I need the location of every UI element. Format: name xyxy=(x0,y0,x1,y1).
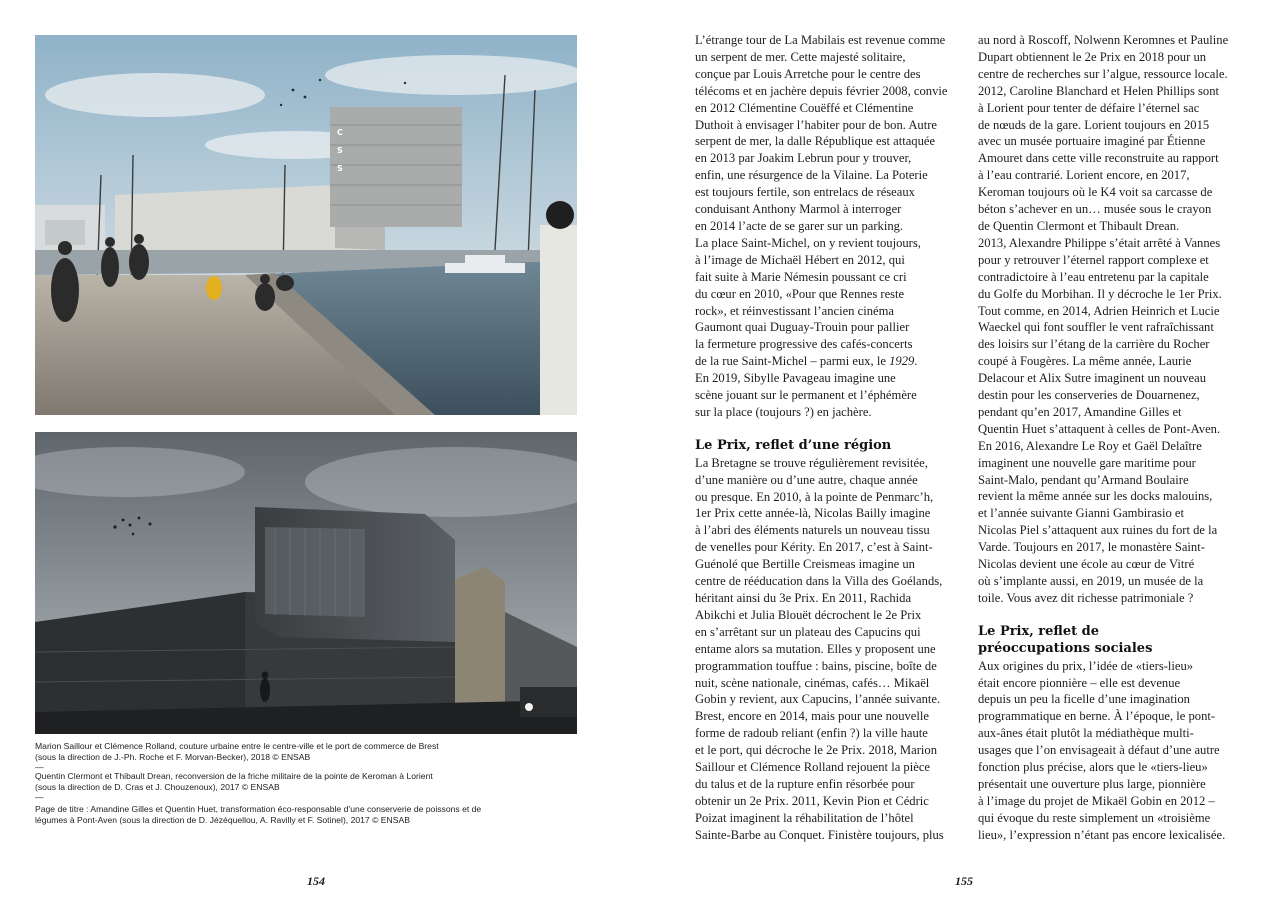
text-line xyxy=(695,556,965,573)
text-line-content: Aux origines du prix, l’idée de «tiers-lieu» xyxy=(978,658,1194,673)
text-line xyxy=(695,472,965,489)
text-line-content: pour y retrouver l’éternel rapport complexe et xyxy=(978,252,1209,267)
text-line-content: de venelles pour Kérity. En 2017, c’est à Saint- xyxy=(695,540,933,555)
building-letter-3: S xyxy=(337,164,343,173)
text-line xyxy=(695,133,965,150)
text-line-content: à l’eau contrarié. Lorient encore, en 2017, xyxy=(978,168,1190,183)
caption-line: Quentin Clermont et Thibault Drean, reconversion de la friche militaire de la pointe de Keroman à Lorient xyxy=(35,771,433,781)
text-line-content: L’étrange tour de La Mabilais est revenue comme xyxy=(695,33,946,47)
text-line-content: obtenir un 2e Prix. 2011, Kevin Pion et Cédric xyxy=(695,793,929,808)
text-line-content: du Golfe du Morbihan. Il y décroche le 1er Prix. xyxy=(978,286,1222,301)
text-line xyxy=(695,303,965,320)
text-line-content: à l’abri des éléments naturels un nouveau tissu xyxy=(695,523,930,538)
text-line xyxy=(978,353,1248,370)
text-line xyxy=(695,167,965,184)
text-line-content: un serpent de mer. Cette majesté solitaire, xyxy=(695,49,906,64)
text-line-content: du cœur en 2010, «Pour que Rennes reste xyxy=(695,286,905,301)
text-line-content: centre de recherches sur l’algue, ressource locale. xyxy=(978,66,1228,81)
text-line-content: avec un musée portuaire imaginé par Étienne xyxy=(978,134,1206,149)
text-line xyxy=(978,725,1248,742)
text-line xyxy=(695,708,965,725)
text-line-content: lieu», l’expression n’étant pas encore lexicalisée. xyxy=(978,827,1226,842)
text-line xyxy=(978,32,1248,49)
text-line xyxy=(695,658,965,675)
text-line-content: Saint-Malo, pendant qu’Armand Boulaire xyxy=(978,472,1189,487)
text-column-1 xyxy=(695,32,965,844)
text-line-content: coupé à Fougères. La même année, Laurie xyxy=(978,354,1192,369)
text-line-content: programmatique en berne. À l’époque, le pont- xyxy=(978,709,1216,724)
text-line-content: en 2012 Clémentine Couëffé et Clémentine xyxy=(695,100,914,115)
text-line xyxy=(695,370,965,387)
text-line xyxy=(978,286,1248,303)
text-line xyxy=(978,590,1248,607)
photo-brest-svg xyxy=(35,35,577,415)
text-line xyxy=(978,303,1248,320)
text-line xyxy=(978,100,1248,117)
caption-line: Page de titre : Amandine Gilles et Quentin Huet, transformation éco-responsable d’une conserverie de poissons et de xyxy=(35,804,482,814)
text-line xyxy=(978,455,1248,472)
text-line-content: sur la place (toujours ?) en jachère. xyxy=(695,404,872,419)
text-line xyxy=(695,641,965,658)
caption-separator: — xyxy=(35,762,44,772)
text-line xyxy=(978,421,1248,438)
captions-block xyxy=(35,741,595,826)
text-line xyxy=(978,472,1248,489)
caption-title-page xyxy=(35,804,595,826)
text-line xyxy=(695,691,965,708)
text-line-content: rock», et réinvestissant l’ancien cinéma xyxy=(695,303,894,318)
text-line-content: Keroman toujours où le K4 voit sa carcasse de xyxy=(978,185,1213,200)
text-line xyxy=(978,49,1248,66)
text-line-content: imaginent une nouvelle gare maritime pour xyxy=(978,455,1196,470)
text-line-content: Delacour et Alix Sutre imaginent un nouveau xyxy=(978,371,1207,386)
text-line xyxy=(695,32,965,49)
text-line-content: Abikchi et Julia Blouët décrochent le 2e Prix xyxy=(695,607,922,622)
text-line xyxy=(695,201,965,218)
text-line xyxy=(695,725,965,742)
text-line xyxy=(695,336,965,353)
text-line xyxy=(978,269,1248,286)
text-line-content: à Lorient pour tenter de défaire l’éternel sac xyxy=(978,100,1200,115)
section-heading-social: préoccupations sociales xyxy=(978,640,1153,656)
text-line xyxy=(695,624,965,641)
text-line xyxy=(695,353,965,370)
text-line xyxy=(978,556,1248,573)
text-line-content: au nord à Roscoff, Nolwenn Keromnes et Pauline xyxy=(978,33,1229,47)
text-line xyxy=(695,675,965,692)
text-line xyxy=(978,488,1248,505)
text-line xyxy=(695,539,965,556)
text-line xyxy=(695,489,965,506)
text-line-content: était encore pionnière – elle est devenue xyxy=(978,675,1181,690)
text-line-content: Gaumont quai Duguay-Trouin pour pallier xyxy=(695,320,910,335)
text-line-content: fait suite à Marie Némesin poussant ce cri xyxy=(695,269,907,284)
photo-keroman-svg xyxy=(35,432,577,734)
text-line xyxy=(695,522,965,539)
text-line xyxy=(695,319,965,336)
text-line-content: scène jouant sur le permanent et l’éphémère xyxy=(695,388,917,403)
caption-line: légumes à Pont-Aven (sous la direction de D. Jézéquellou, A. Ravilly et F. Sotinel), 2017 © ENSAB xyxy=(35,815,410,825)
text-line xyxy=(978,658,1248,675)
text-line-content: aux-ânes était plutôt la médiathèque multi- xyxy=(978,726,1194,741)
text-line xyxy=(978,117,1248,134)
text-line xyxy=(695,793,965,810)
text-line-content: Saillour et Clémence Rolland rejouent la pièce xyxy=(695,760,931,775)
caption-separator: — xyxy=(35,792,44,802)
text-line-content: forme de radoub reliant (enfin ?) la ville haute xyxy=(695,726,928,741)
text-line xyxy=(978,793,1248,810)
text-line xyxy=(695,455,965,472)
text-line-content: en 2013 par Joakim Lebrun pour y trouver, xyxy=(695,151,912,166)
text-line-content: où s’implante aussi, en 2019, un musée de la xyxy=(978,574,1204,588)
text-line xyxy=(978,505,1248,522)
text-line-content: destin pour les conserveries de Douarnenez, xyxy=(978,388,1200,403)
text-line-content: Brest, encore en 2014, mais pour une nouvelle xyxy=(695,709,929,724)
text-line-content: Guénolé que Bertille Creismeas imagine un xyxy=(695,557,915,572)
text-line-content: Quentin Huet s’attaquent à celles de Pont-Aven. xyxy=(978,421,1221,436)
caption-line: Marion Saillour et Clémence Rolland, couture urbaine entre le centre-ville et le port de commerce de Brest xyxy=(35,741,439,751)
text-line xyxy=(695,573,965,590)
text-line-content: Sainte-Barbe au Conquet. Finistère toujours, plus xyxy=(695,827,944,842)
text-line-content: Tout comme, en 2014, Adrien Heinrich et Lucie xyxy=(978,303,1220,318)
caption-line: (sous la direction de J.-Ph. Roche et F. Morvan-Becker), 2018 © ENSAB xyxy=(35,752,311,762)
text-line xyxy=(978,370,1248,387)
text-line xyxy=(978,522,1248,539)
text-line-content: de la rue Saint-Michel – parmi eux, le xyxy=(695,354,890,369)
text-line-content: Waeckel qui font souffler le vent rafraîchissant xyxy=(978,320,1214,335)
text-line-content: nuit, scène nationale, cinémas, cafés… Mikaël xyxy=(695,675,930,690)
text-line-content: pendant qu’en 2017, Amandine Gilles et xyxy=(978,404,1182,419)
text-line xyxy=(978,150,1248,167)
text-line xyxy=(978,66,1248,83)
building-letter-1: C xyxy=(337,128,343,137)
text-line-content: héritant ainsi du 3e Prix. En 2011, Rachida xyxy=(695,591,912,605)
text-line-content: Duthoit à envisager l’habiter pour de bon. Autre xyxy=(695,117,938,132)
text-line xyxy=(978,218,1248,235)
text-line xyxy=(978,235,1248,252)
caption-brest xyxy=(35,741,595,763)
text-line xyxy=(695,252,965,269)
text-line xyxy=(978,675,1248,692)
section-heading-social: Le Prix, reflet de xyxy=(978,623,1100,639)
text-line-content: conçue par Louis Arretche pour le centre des xyxy=(695,66,921,81)
text-line-content: Varde. Toujours en 2017, le monastère Saint- xyxy=(978,540,1205,555)
text-line-content: présentait une ouverture plus large, pionnière xyxy=(978,776,1206,791)
text-line xyxy=(978,201,1248,218)
text-line xyxy=(695,810,965,827)
text-line xyxy=(695,269,965,286)
text-line-content: contradictoire à l’eau entretenu par la capitale xyxy=(978,269,1209,284)
text-line-content: 2013, Alexandre Philippe s’était arrêté à Vannes xyxy=(978,235,1221,250)
building-letter-2: S xyxy=(337,146,343,155)
text-line xyxy=(695,759,965,776)
text-line-content: 1er Prix cette année-là, Nicolas Bailly imagine xyxy=(695,506,931,521)
text-line xyxy=(978,438,1248,455)
text-line-content: depuis un peu la ficelle d’une imagination xyxy=(978,692,1190,707)
text-line-content: Nicolas devient une école au cœur de Vitré xyxy=(978,557,1195,572)
text-line-content: Poizat imaginent la réhabilitation de l’hôtel xyxy=(695,810,914,825)
text-line xyxy=(978,319,1248,336)
text-line-content: d’une manière ou d’une autre, chaque année xyxy=(695,472,918,487)
text-line-content: fonction plus précise, alors que le «tiers-lieu» xyxy=(978,760,1208,775)
text-line xyxy=(695,66,965,83)
text-line-content: centre de rééducation dans la Villa des Goélands, xyxy=(695,574,943,589)
text-line xyxy=(978,810,1248,827)
text-line-content: entame alors sa mutation. Elles y proposent une xyxy=(695,641,936,656)
text-line xyxy=(695,100,965,117)
text-line-content: et le port, qui décroche le 2e Prix. 2018, Marion xyxy=(695,743,938,758)
page-number-left: 154 xyxy=(307,874,325,888)
text-line-content: Gobin y revient, aux Capucins, l’année suivante. xyxy=(695,692,941,707)
text-line-content: à l’image du projet de Mikaël Gobin en 2012 – xyxy=(978,793,1215,808)
text-line xyxy=(978,404,1248,421)
text-line-content: usages que l’on envisageait à défaut d’une autre xyxy=(978,743,1220,758)
caption-line: (sous la direction de D. Cras et J. Chouzenoux), 2017 © ENSAB xyxy=(35,782,280,792)
text-line xyxy=(695,387,965,404)
text-line-content: En 2019, Sibylle Pavageau imagine une xyxy=(695,371,896,386)
text-line xyxy=(695,505,965,522)
text-line xyxy=(695,590,965,607)
text-line xyxy=(978,167,1248,184)
text-line xyxy=(978,776,1248,793)
text-line xyxy=(978,573,1248,590)
text-line-content: La Bretagne se trouve régulièrement revisitée, xyxy=(695,455,928,470)
text-line-content: de nœuds de la gare. Lorient toujours en 2015 xyxy=(978,117,1210,132)
text-line xyxy=(978,827,1248,844)
text-line xyxy=(978,759,1248,776)
text-line xyxy=(695,286,965,303)
italic-title: 1929 xyxy=(889,354,915,369)
text-line xyxy=(695,117,965,134)
text-line xyxy=(978,133,1248,150)
text-line-content: la fermeture progressive des cafés-concerts xyxy=(695,337,913,352)
punctuation: . xyxy=(914,354,918,369)
caption-keroman xyxy=(35,771,595,793)
text-line-content: 2012, Caroline Blanchard et Helen Phillips sont xyxy=(978,83,1219,98)
text-line-content: toile. Vous avez dit richesse patrimoniale ? xyxy=(978,590,1194,605)
text-line xyxy=(978,708,1248,725)
text-line-content: Amouret dans cette ville reconstruite au rapport xyxy=(978,151,1219,166)
photo-brest-rendering xyxy=(35,35,577,415)
section-heading-region: Le Prix, reflet d’une région xyxy=(695,437,892,453)
text-line xyxy=(978,336,1248,353)
text-line xyxy=(695,218,965,235)
text-line-content: qui évoque du reste simplement un «troisième xyxy=(978,810,1211,825)
paragraph-spacer xyxy=(978,607,1248,624)
text-line-content: La place Saint-Michel, on y revient toujours, xyxy=(695,235,921,250)
text-line xyxy=(695,742,965,759)
text-line xyxy=(978,691,1248,708)
text-line xyxy=(695,827,965,844)
text-line xyxy=(695,150,965,167)
text-line-content: à l’image de Michaël Hébert en 2012, qui xyxy=(695,252,905,267)
text-line xyxy=(695,607,965,624)
text-line-content: télécoms et en jachère depuis février 2008, convie xyxy=(695,83,948,98)
text-line xyxy=(978,184,1248,201)
text-line-content: enfin, une résurgence de la Vilaine. La Poterie xyxy=(695,168,928,183)
text-line xyxy=(695,404,965,421)
text-line xyxy=(695,184,965,201)
text-line-content: revient la même année sur les docks malouins, xyxy=(978,489,1213,504)
text-line-content: béton s’achever en un… musée sous le crayon xyxy=(978,202,1212,217)
text-line-content: est toujours fertile, son entrelacs de réseaux xyxy=(695,185,915,200)
text-line xyxy=(695,776,965,793)
text-line xyxy=(695,235,965,252)
photo-keroman-rendering xyxy=(35,432,577,734)
text-line-content: serpent de mer, la dalle République est attaquée xyxy=(695,134,936,149)
text-line-content: Nicolas Piel s’attaquent aux ruines du fort de la xyxy=(978,523,1218,538)
text-line xyxy=(695,83,965,100)
paragraph-spacer xyxy=(695,421,965,438)
text-line-content: En 2016, Alexandre Le Roy et Gaël Delaître xyxy=(978,438,1202,453)
text-line xyxy=(695,49,965,66)
text-line-content: ou presque. En 2010, à la pointe de Penmarc’h, xyxy=(695,489,934,504)
text-line-content: programmation touffue : bains, piscine, boîte de xyxy=(695,658,937,673)
text-line-content: en 2014 l’acte de se garer sur un parking. xyxy=(695,218,904,233)
text-line-content: Dupart obtiennent le 2e Prix en 2018 pour un xyxy=(978,49,1207,64)
text-line-content: des loisirs sur l’étang de la carrière du Rocher xyxy=(978,337,1210,352)
text-line xyxy=(978,83,1248,100)
text-line xyxy=(978,387,1248,404)
page-number-right: 155 xyxy=(955,874,973,888)
text-line-content: de Quentin Clermont et Thibault Drean. xyxy=(978,218,1180,233)
text-line xyxy=(978,742,1248,759)
text-line-content: et l’année suivante Gianni Gambirasio et xyxy=(978,506,1184,521)
text-line-content: en s’arrêtant sur un plateau des Capucins qui xyxy=(695,624,921,639)
text-line xyxy=(978,252,1248,269)
text-line-content: du talus et de la rupture enfin résorbée pour xyxy=(695,776,915,791)
text-line-content: conduisant Anthony Marmol à interroger xyxy=(695,202,902,217)
text-line xyxy=(978,539,1248,556)
text-column-2 xyxy=(978,32,1248,844)
